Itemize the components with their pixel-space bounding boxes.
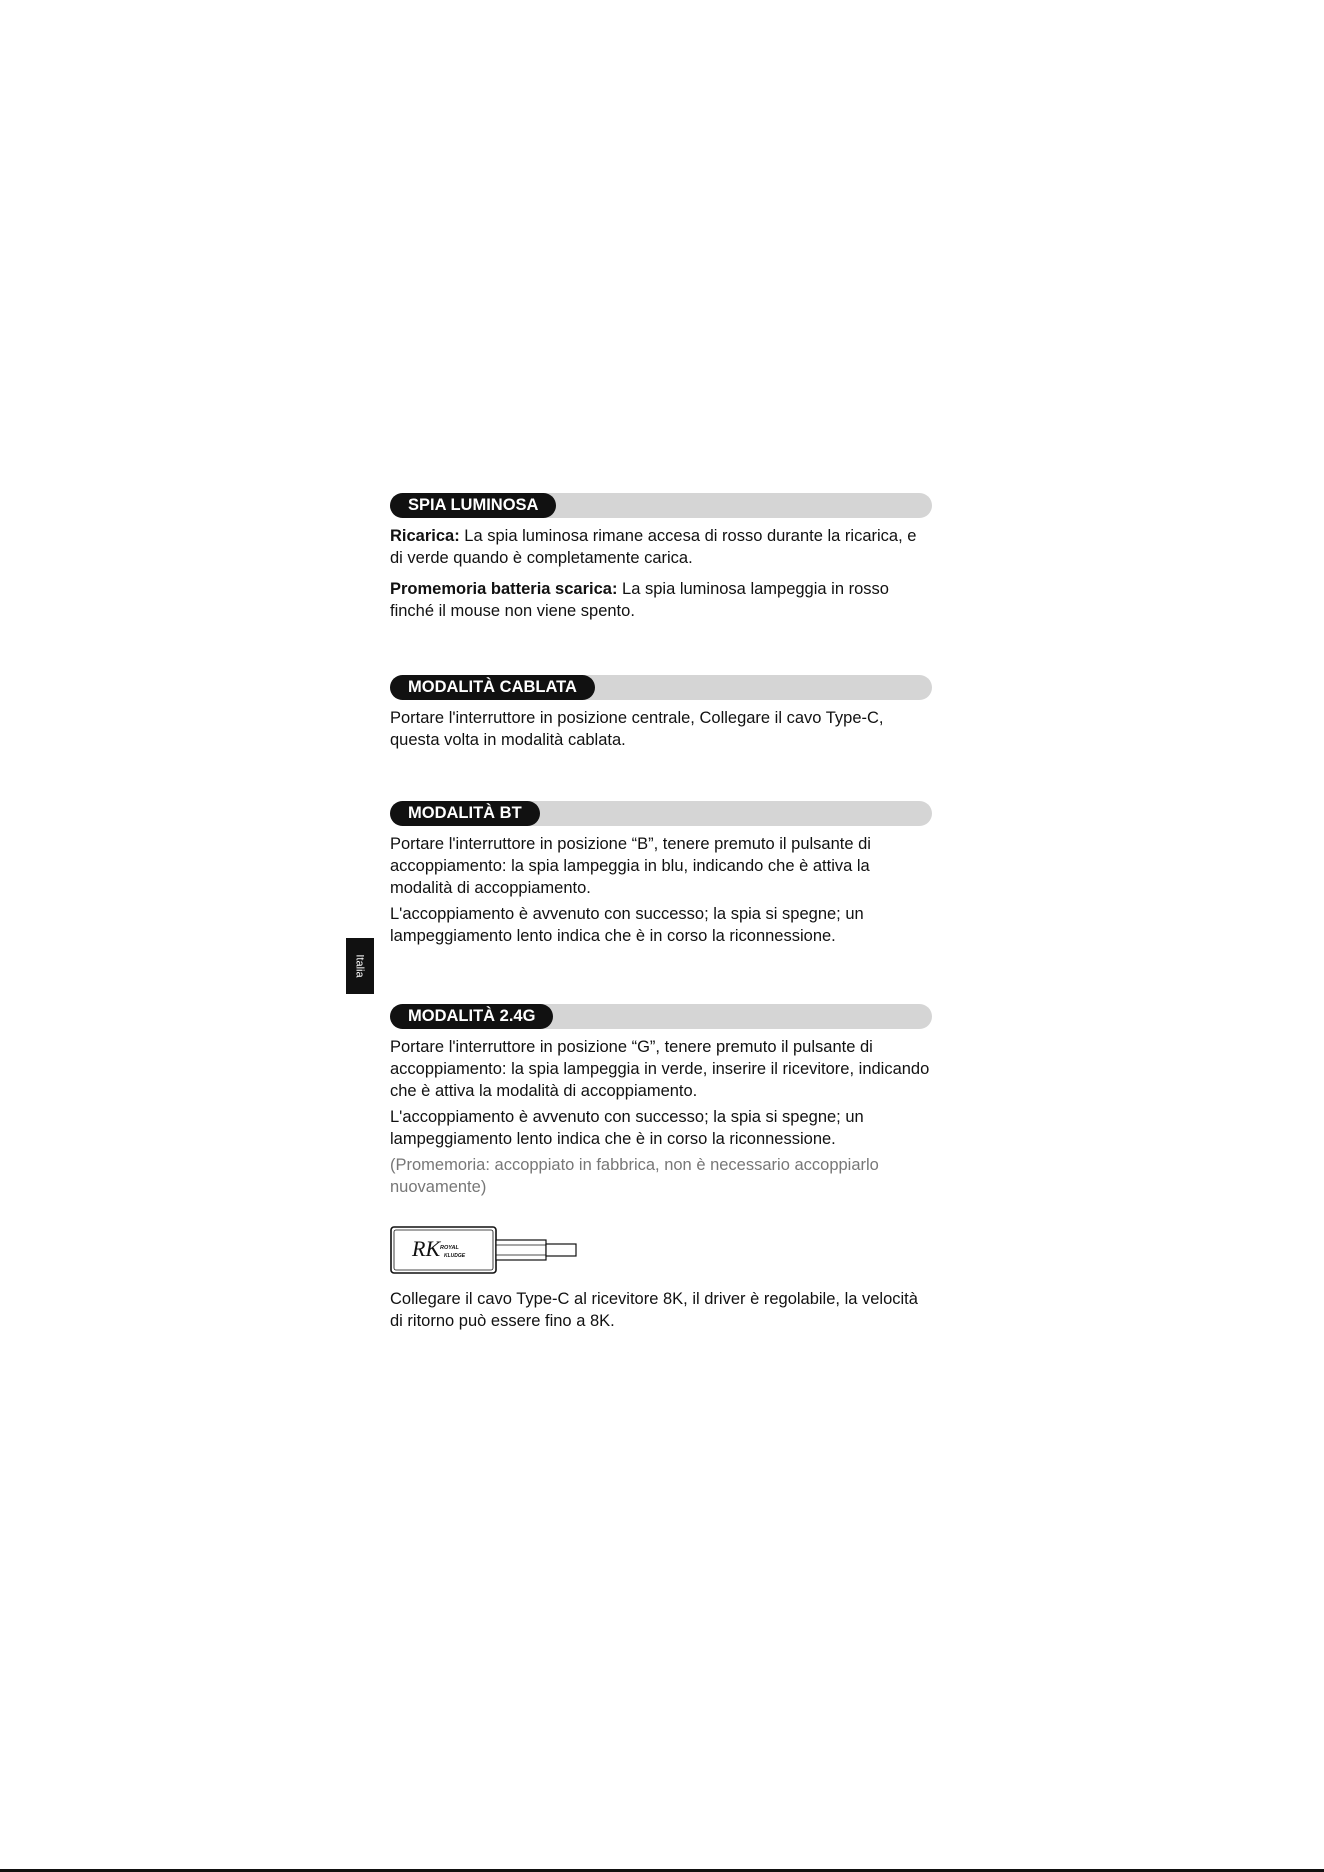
paragraph-bt-pairing: Portare l'interruttore in posizione “B”, tenere premuto il pulsante di accoppiamento: la spia lampeggia in blu, indicando che è attiva la modalità di accoppiamento. [390,835,871,897]
receiver-connector [496,1240,546,1260]
receiver-illustration [390,1225,590,1279]
receiver-logo-sub1: ROYAL [440,1245,459,1251]
paragraph-receiver-caption: Collegare il cavo Type-C al ricevitore 8K, il driver è regolabile, la velocità di ritorno può essere fino a 8K. [390,1290,918,1330]
receiver-logo-mark: RK [412,1236,441,1261]
paragraph-bt-reconnect: L'accoppiamento è avvenuto con successo; la spia si spegne; un lampeggiamento lento indica che è in corso la riconnessione. [390,905,864,945]
section-title: SPIA LUMINOSA [390,493,556,518]
text-batteria-scarica: La spia luminosa lampeggia in rosso finché il mouse non viene spento. [390,580,889,620]
receiver-plug-tip [546,1244,576,1256]
section-title: MODALITÀ CABLATA [390,675,595,700]
paragraph-24g-reconnect: L'accoppiamento è avvenuto con successo; la spia si spegne; un lampeggiamento lento indica che è in corso la riconnessione. [390,1108,864,1148]
section-header-spia-luminosa [390,493,932,518]
paragraph-batteria-scarica [390,578,932,622]
manual-content [390,493,932,1332]
language-side-tab [346,938,374,994]
paragraph-24g-note: (Promemoria: accoppiato in fabbrica, non è necessario accoppiarlo nuovamente) [390,1156,879,1196]
receiver-logo-sub2: KLUDGE [444,1253,466,1259]
label-ricarica: Ricarica: [390,527,460,545]
text-ricarica: La spia luminosa rimane accesa di rosso durante la ricarica, e di verde quando è completamente carica. [390,527,917,567]
language-side-tab-label: Italia [354,954,366,978]
paragraph-24g-pairing: Portare l'interruttore in posizione “G”, tenere premuto il pulsante di accoppiamento: la spia lampeggia in verde, inserire il ricevitore, indicando che è attiva la modalità di accoppiamento. [390,1038,930,1100]
section-title: MODALITÀ 2.4G [390,1004,553,1029]
paragraph-cablata: Portare l'interruttore in posizione centrale, Collegare il cavo Type-C, questa volta in modalità cablata. [390,709,884,749]
section-header-modalita-bt [390,801,932,826]
paragraph-ricarica [390,525,932,569]
section-header-modalita-24g [390,1004,932,1029]
label-batteria-scarica: Promemoria batteria scarica: [390,580,618,598]
section-header-modalita-cablata [390,675,932,700]
section-title: MODALITÀ BT [390,801,540,826]
